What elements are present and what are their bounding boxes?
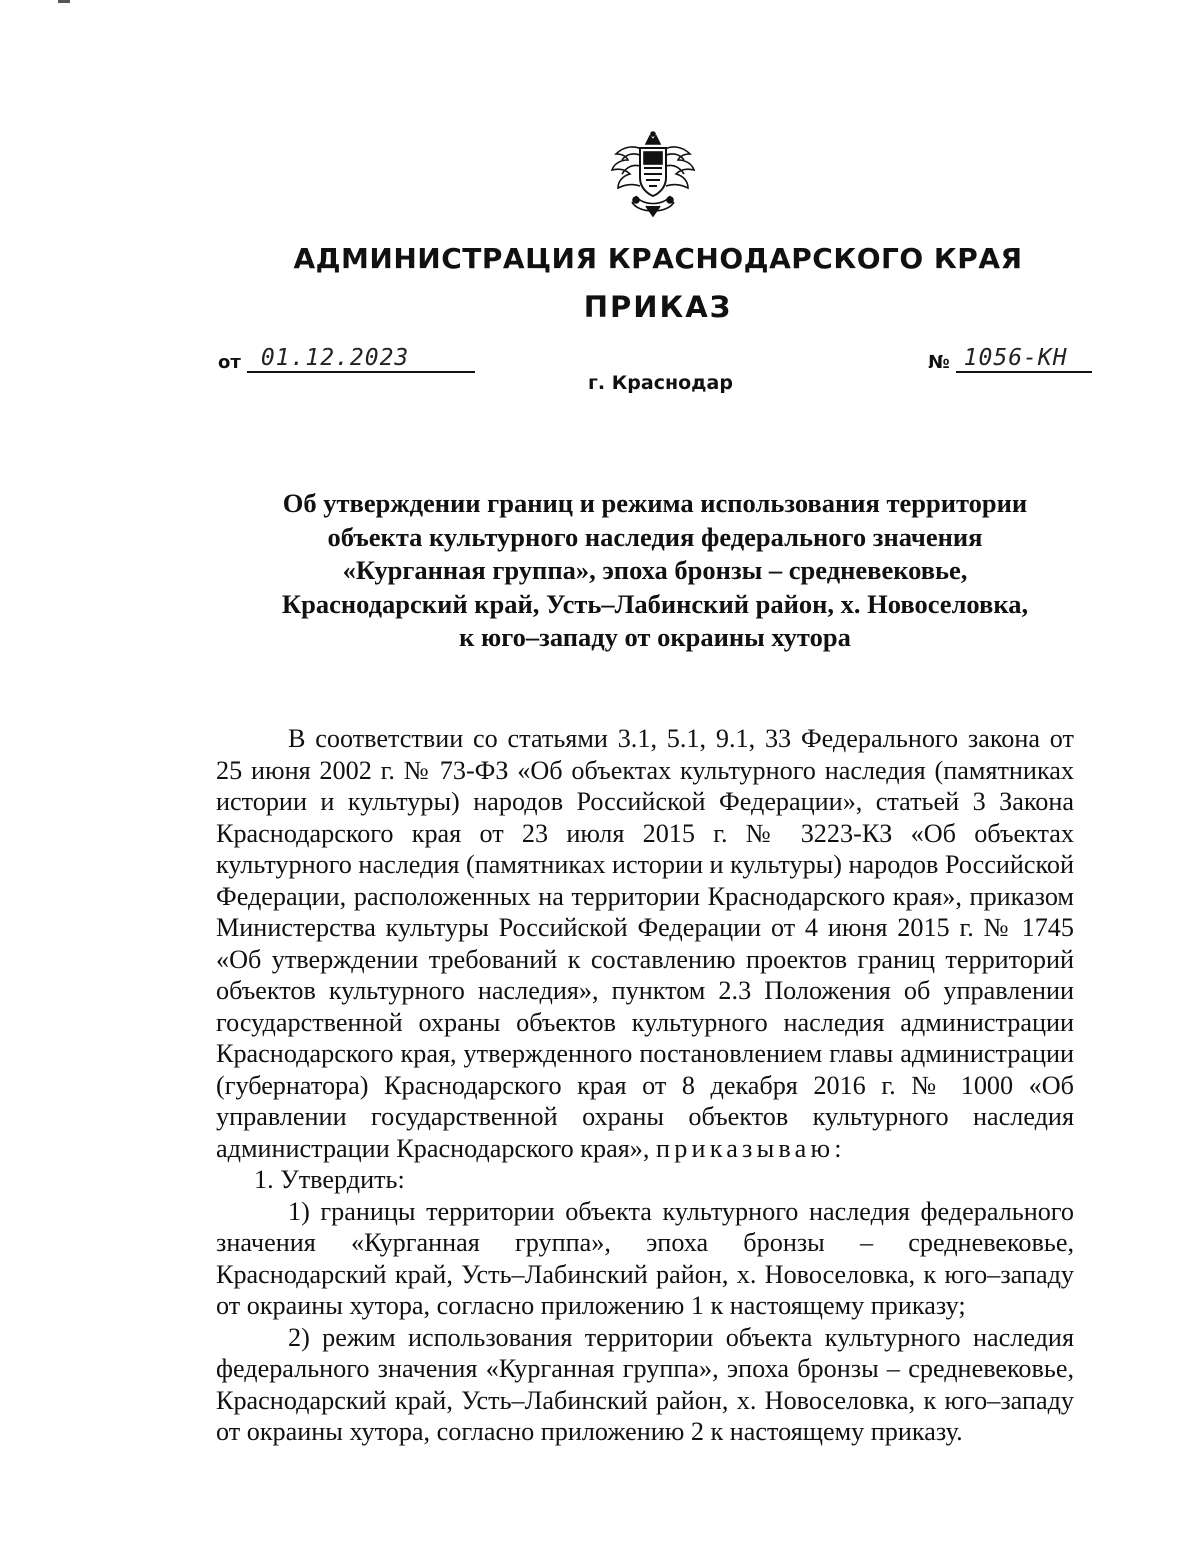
order-word: приказываю <box>655 1133 835 1163</box>
item-1-2: 2) режим использования территории объекта культурного наследия федерального значения «Курганная группа», эпоха бронзы – средневековье, Краснодарский край, Усть–Лабинский район, х. Новоселовка, к юго–западу от окраины хутора, согласно приложению 2 к настоящему приказу. <box>216 1322 1074 1446</box>
coat-of-arms-icon <box>606 130 700 220</box>
subject-line: Краснодарский край, Усть–Лабинский район, х. Новоселовка, <box>281 588 1029 619</box>
subject-line: Об утверждении границ и режима использования территории <box>282 488 1028 518</box>
item-1: 1. Утвердить: <box>254 1165 405 1194</box>
number-value: 1056-КН <box>963 345 1068 371</box>
city-label: г. Краснодар <box>588 372 733 394</box>
item-1-1: 1) границы территории объекта культурного наследия федерального значения «Курганная группа», эпоха бронзы – средневековье, Краснодарский край, Усть–Лабинский район, х. Новоселовка, к юго–западу от окраины хутора, согласно приложению 1 к настоящему приказу; <box>216 1196 1074 1320</box>
date-field <box>218 347 475 373</box>
number-line <box>956 347 1092 373</box>
date-prefix: от <box>218 352 241 373</box>
number-field <box>928 347 1092 373</box>
preamble-paragraph <box>216 723 1074 1164</box>
scan-mark <box>58 0 70 3</box>
order-suffix: : <box>834 1133 842 1163</box>
document-type: ПРИКАЗ <box>583 290 733 324</box>
subject-line: к юго–западу от окраины хутора <box>459 622 851 653</box>
document-subject <box>240 487 1070 655</box>
date-line <box>247 347 475 373</box>
subject-line: «Курганная группа», эпоха бронзы – средневековье, <box>342 555 968 586</box>
number-prefix: № <box>928 352 950 373</box>
preamble-text: В соответствии со статьями 3.1, 5.1, 9.1, 33 Федерального закона от 25 июня 2002 г. № 73-ФЗ «Об объектах культурного наследия (памятниках истории и культуры) народов Российской Федерации», статьей 3 Закона Краснодарского края от 23 июля 2015 г. № 3223-КЗ «Об объектах культурного наследия (памятниках истории и культуры) народов Российской Федерации, расположенных на территории Краснодарского края», приказом Министерства культуры Российской Федерации от 4 июня 2015 г. № 1745 «Об утверждении требований к составлению проектов границ территорий объектов культурного наследия», пунктом 2.3 Положения об управлении государственной охраны объектов культурного наследия администрации Краснодарского края, утвержденного постановлением главы администрации (губернатора) Краснодарского края от 8 декабря 2016 г. № 1000 «Об управлении государственной охраны объектов культурного наследия администрации Краснодарского края», <box>216 724 1074 1163</box>
document-body <box>216 723 1074 1448</box>
organization-title: АДМИНИСТРАЦИЯ КРАСНОДАРСКОГО КРАЯ <box>293 242 1023 275</box>
date-value: 01.12.2023 <box>260 345 410 371</box>
subject-line: объекта культурного наследия федерального значения <box>327 521 983 552</box>
